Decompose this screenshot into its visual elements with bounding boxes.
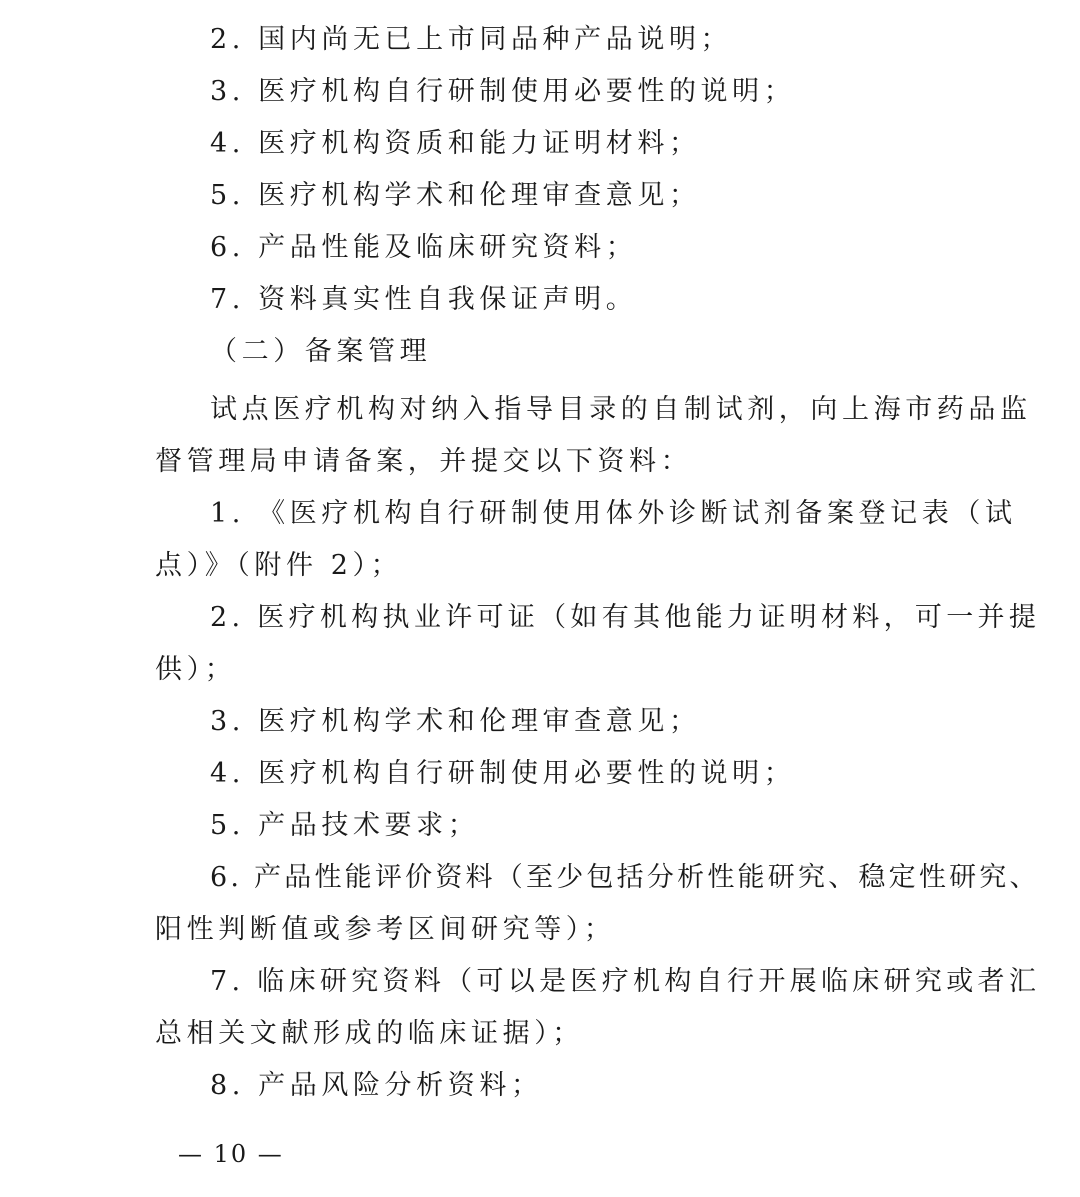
list-item-6-continued: 阳性判断值或参考区间研究等）；	[155, 914, 616, 945]
list-item-2: 2. 医疗机构执业许可证（如有其他能力证明材料，可一并提	[210, 602, 1041, 633]
list-item-6: 6. 产品性能评价资料（至少包括分析性能研究、稳定性研究、	[210, 862, 1040, 893]
paragraph-line: 试点医疗机构对纳入指导目录的自制试剂，向上海市药品监	[210, 394, 1032, 425]
list-item-7: 7. 临床研究资料（可以是医疗机构自行开展临床研究或者汇	[210, 966, 1041, 997]
list-item-2-continued: 供）；	[155, 654, 237, 685]
list-item-3: 3. 医疗机构学术和伦理审查意见；	[210, 706, 701, 737]
list-item-5: 5. 产品技术要求；	[210, 810, 480, 841]
list-item-5: 5. 医疗机构学术和伦理审查意见；	[210, 180, 701, 211]
list-item-7: 7. 资料真实性自我保证声明。	[210, 284, 638, 315]
list-item-7-continued: 总相关文献形成的临床证据）；	[155, 1018, 584, 1049]
list-item-1: 1. 《医疗机构自行研制使用体外诊断试剂备案登记表（试	[210, 498, 1017, 529]
page-number: — 10 —	[178, 1140, 284, 1168]
section-heading: （二）备案管理	[210, 336, 432, 367]
list-item-3: 3. 医疗机构自行研制使用必要性的说明；	[210, 76, 796, 107]
list-item-4: 4. 医疗机构资质和能力证明材料；	[210, 128, 701, 159]
list-item-2: 2. 国内尚无已上市同品种产品说明；	[210, 24, 733, 55]
list-item-4: 4. 医疗机构自行研制使用必要性的说明；	[210, 758, 796, 789]
paragraph-line: 督管理局申请备案，并提交以下资料：	[155, 446, 693, 477]
list-item-1-continued: 点）》（附件 2）；	[155, 550, 403, 581]
list-item-6: 6. 产品性能及临床研究资料；	[210, 232, 638, 263]
list-item-8: 8. 产品风险分析资料；	[210, 1070, 543, 1101]
